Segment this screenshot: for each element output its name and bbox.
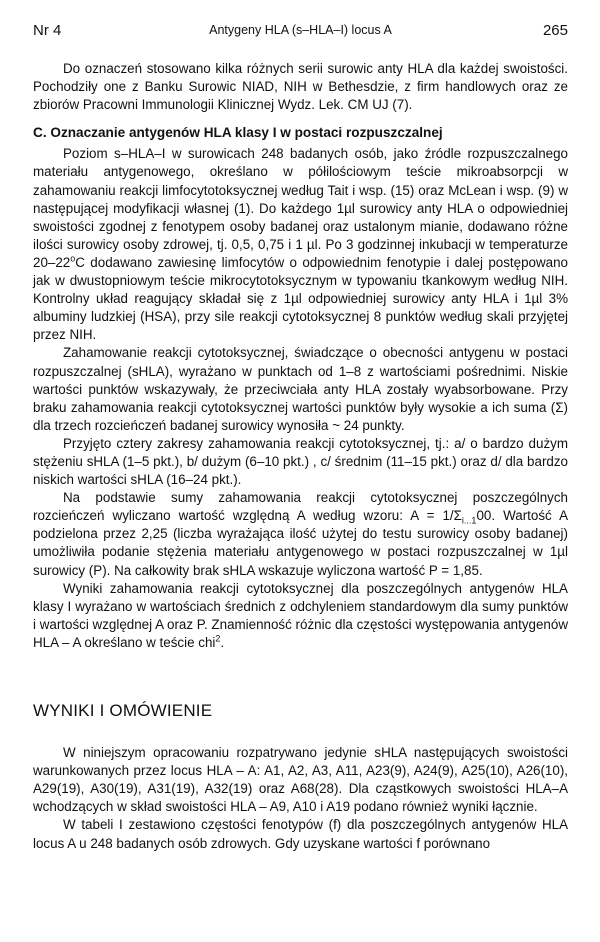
subsection-heading-c: C. Oznaczanie antygenów HLA klasy I w postaci rozpuszczalnej: [33, 125, 443, 141]
section-heading-results: WYNIKI I OMÓWIENIE: [33, 701, 213, 720]
running-title: Antygeny HLA (s–HLA–I) locus A: [209, 23, 392, 37]
method-paragraph-5: Wyniki zahamowania reakcji cytotoksycznej dla poszczególnych antygenów HLA klasy I wyrażano w wartościach średnich z odchyleniem standardowym dla sumy punktów i wartości względnej A oraz P. Znamienność różnic dla częstości występowania antygenów HLA – A określano w teście chi$^2$.: [33, 580, 568, 650]
method-paragraph-1: Poziom s–HLA–I w surowicach 248 badanych osób, jako źródle rozpuszczalnego materiału antygenowego, określano w półilościowym teście mikroabsorpcji w zahamowaniu reakcji limfocytotoksycznej według Tait i wsp. (15) oraz McLean i wsp. (9) w następującej modyfikacji własnej (1). Do każdego 1µl surowicy anty HLA o odpowiedniej swoistości zgodnej z fenotypem osoby badanej oraz ustalonym mianie, dodawano różne ilości surowicy osoby zdrowej, tj. 0,5, 0,75 i 1 µl. Po 3 godzinnej inkubacji w temperaturze 20–22$^o$C dodawano zawiesinę limfocytów o odpowiednim fenotypie i dalej postępowano jak w dwustopniowym teście mikrocytotoksycznym w typowaniu tkankowym według NIH. Kontrolny układ reagujący składał się z 1µl odpowiedniej surowicy anty HLA i 1µl 3% albuminy ludzkiej (HSA), przy sile reakcji cytotoksycznej 8 punktów według skali przyjętej przez NIH.: [33, 146, 568, 343]
results-paragraph-2: W tabeli I zestawiono częstości fenotypów (f) dla poszczególnych antygenów HLA locus A u 248 badanych osób zdrowych. Gdy uzyskane wartości f porównano: [33, 817, 568, 851]
method-paragraph-3: Przyjęto cztery zakresy zahamowania reakcji cytotoksycznej, tj.: a/ o bardzo dużym stężeniu sHLA (1–5 pkt.), b/ dużym (6–10 pkt.) , c/ średnim (11–15 pkt.) oraz d/ dla bardzo niskich wartości sHLA (16–24 pkt.).: [33, 435, 568, 488]
intro-paragraph: Do oznaczeń stosowano kilka różnych serii surowic anty HLA dla każdej swoistości. Pochodziły one z Banku Surowic NIAD, NIH w Bethesdzie, z firm handlowych oraz ze zbiorów Pracowni Immunologii Klinicznej Wydz. Lek. CM UJ (7).: [33, 61, 568, 113]
running-header: [33, 22, 568, 46]
article-body: [33, 60, 568, 853]
page-number: 265: [542, 22, 568, 39]
issue-number: Nr 4: [33, 22, 62, 39]
results-paragraph-1: W niniejszym opracowaniu rozpatrywano jedynie sHLA następujących swoistości warunkowanych przez locus HLA – A: A1, A2, A3, A11, A23(9), A24(9), A25(10), A26(10), A29(19), A30(19), A31(19), A32(19) oraz A68(28). Dla cząstkowych swoistości HLA–A wchodzących w skład swoistości HLA – A9, A10 i A19 podano również wyniki łącznie.: [33, 745, 568, 815]
method-paragraph-2: Zahamowanie reakcji cytotoksycznej, świadczące o obecności antygenu w postaci rozpuszczalnej (sHLA), wyrażano w punktach od 1–8 z wartościami pośrednimi. Niskie wartości punktów wskazywały, że przeciwciała anty HLA zostały wyabsorbowane. Przy braku zahamowania reakcji cytotoksycznej wartości punktów były wysokie a ich suma (Σ) dla trzech rozcieńczeń badanej surowicy wynosiła ~ 24 punkty.: [33, 345, 568, 433]
method-paragraph-4: Na podstawie sumy zahamowania reakcji cytotoksycznej poszczególnych rozcieńczeń wyliczano wartość względną A według wzoru: $A = 1/\Sigma_{i...1}00$. Wartość A podzielona przez 2,25 (liczba wyrażająca ilość użytej do testu surowicy osoby badanej) umożliwiła podanie stężenia materiału antygenowego w postaci rozpuszczalnej w 1µl surowicy (P). Na całkowity brak sHLA wskazuje wyliczona wartość P = 1,85.: [33, 490, 568, 578]
